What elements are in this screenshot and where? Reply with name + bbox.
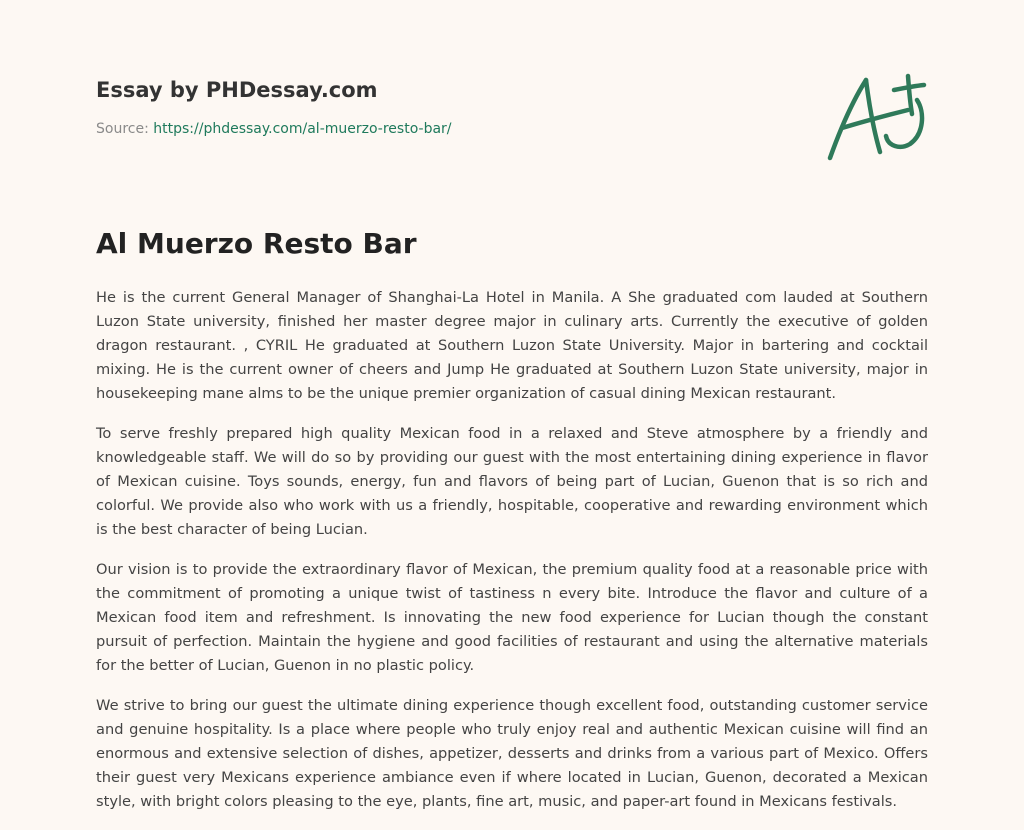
- essay-paragraph: He is the current General Manager of Shanghai-La Hotel in Manila. A She graduated com lauded at Southern Luzon State university, finished her master degree major in culinary arts. Currently the executive of golden dragon restaurant. , CYRIL He graduated at Southern Luzon State University. Major in bartering and cocktail mixing. He is the current owner of cheers and Jump He graduated at Southern Luzon State university, major in housekeeping mane alms to be the unique premier organization of casual dining Mexican restaurant.: [96, 289, 928, 402]
- brand-title: Essay by PHDessay.com: [96, 78, 378, 102]
- essay-content: [96, 224, 928, 830]
- a-plus-logo-icon: [822, 68, 928, 164]
- essay-paragraph: Our vision is to provide the extraordinary flavor of Mexican, the premium quality food at a reasonable price with the commitment of promoting a unique twist of tastiness n every bite. Introduce the flavor and culture of a Mexican food item and refreshment. Is innovating the new food experience for Lucian though the constant pursuit of perfection. Maintain the hygiene and good facilities of restaurant and using the alternative materials for the better of Lucian, Guenon in no plastic policy.: [96, 561, 928, 674]
- essay-paragraph: We strive to bring our guest the ultimate dining experience though excellent food, outstanding customer service and genuine hospitality. Is a place where people who truly enjoy real and authentic Mexican cuisine will find an enormous and extensive selection of dishes, appetizer, desserts and drinks from a various part of Mexico. Offers their guest very Mexicans experience ambiance even if where located in Lucian, Guenon, decorated a Mexican style, with bright colors pleasing to the eye, plants, fine art, music, and paper-art found in Mexicans festivals.: [96, 697, 928, 810]
- source-link[interactable]: https://phdessay.com/al-muerzo-resto-bar/: [153, 121, 452, 137]
- essay-title: Al Muerzo Resto Bar: [96, 227, 417, 260]
- page-header: [96, 74, 796, 140]
- source-label: Source:: [96, 121, 149, 137]
- essay-paragraph: To serve freshly prepared high quality Mexican food in a relaxed and Steve atmosphere by a friendly and knowledgeable staff. We will do so by providing our guest with the most entertaining dining experience in flavor of Mexican cuisine. Toys sounds, energy, fun and flavors of being part of Lucian, Guenon that is so rich and colorful. We provide also who work with us a friendly, hospitable, cooperative and rewarding environment which is the best character of being Lucian.: [96, 425, 928, 538]
- source-line: [96, 118, 796, 140]
